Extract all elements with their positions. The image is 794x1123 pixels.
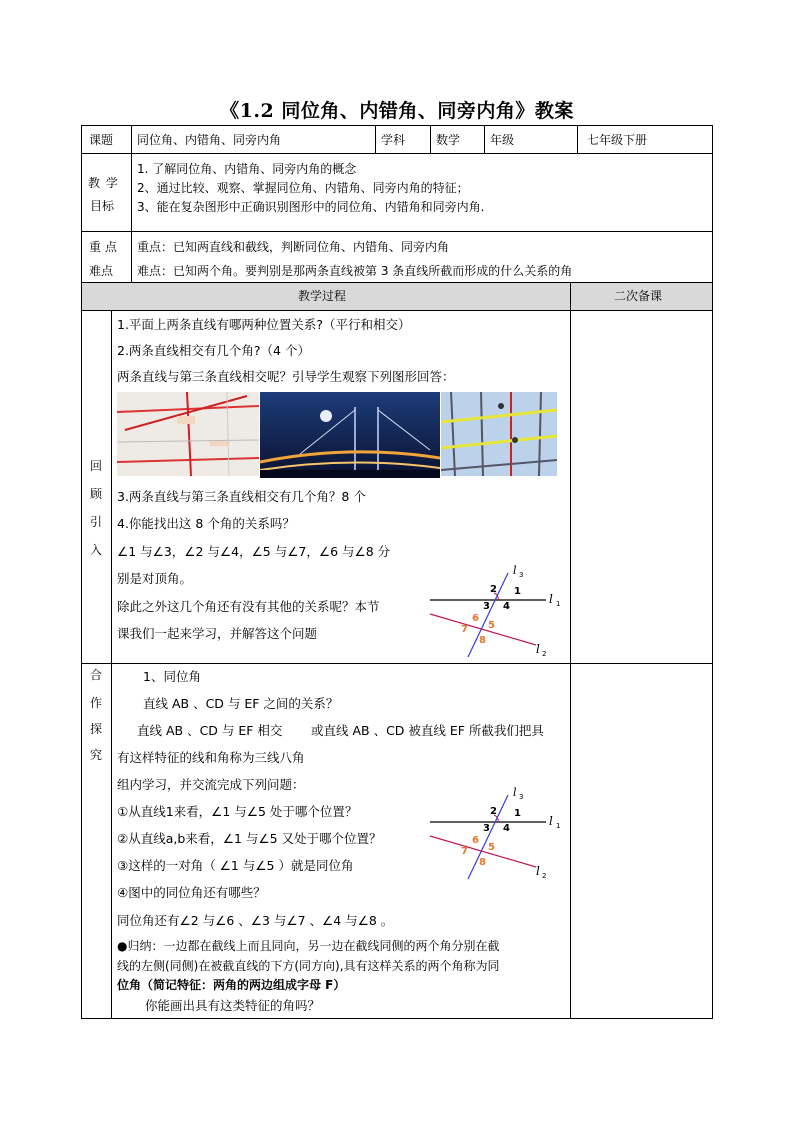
subject-value: 数学 — [436, 133, 461, 147]
explore-h1: 1、同位角 — [143, 669, 201, 684]
review-q2: 2.两条直线相交有几个角?（4 个） — [117, 343, 310, 358]
angle-label: 3 — [483, 823, 490, 834]
scaffold-photo — [441, 392, 557, 476]
review-q4: 4.你能找出这 8 个角的关系吗？ — [117, 516, 295, 531]
angle-label: 2 — [490, 584, 497, 595]
l2-label: l — [536, 642, 540, 656]
explore-label: 合 — [90, 668, 103, 682]
keypoints-label-2: 难点 — [89, 264, 114, 278]
goal-item: 1. 了解同位角、内错角、同旁内角的概念 — [137, 162, 357, 176]
l3-sub: 3 — [519, 793, 524, 801]
angle-label: 1 — [514, 586, 521, 597]
angle-label: 4 — [503, 823, 510, 834]
explore-p11: 你能画出具有这类特征的角吗？ — [145, 998, 321, 1013]
bridge-night-photo — [260, 392, 440, 478]
key-point: 重点：已知两直线和截线，判断同位角、内错角、同旁内角 — [137, 240, 450, 254]
angle-label: 7 — [461, 624, 468, 635]
l3-label: l — [513, 786, 517, 799]
l3-sub: 3 — [519, 571, 524, 579]
l2-sub: 2 — [542, 650, 547, 658]
explore-p1: 直线 AB 、CD 与 EF 之间的关系？ — [143, 696, 339, 711]
angle-label: 6 — [472, 613, 479, 624]
angle-label: 8 — [479, 635, 486, 646]
grade-label: 年级 — [490, 133, 515, 147]
explore-p9: 同位角还有∠2 与∠6 、∠3 与∠7 、∠4 与∠8 。 — [117, 913, 394, 928]
l2-sub: 2 — [542, 872, 547, 880]
keypoints-label: 重 点 — [89, 240, 117, 254]
explore-label: 探 — [90, 722, 103, 736]
review-q4c: 除此之外这几个角还有没有其他的关系呢？本节 — [117, 599, 380, 614]
angle-label: 8 — [479, 857, 486, 868]
angle-label: 5 — [488, 842, 495, 853]
l1-sub: 1 — [556, 600, 561, 608]
angle-label: 2 — [490, 806, 497, 817]
explore-label: 究 — [90, 748, 103, 762]
goals-label-2: 目标 — [90, 199, 115, 213]
review-label: 入 — [90, 543, 103, 557]
explore-p4: 组内学习，并交流完成下列问题： — [117, 777, 305, 792]
l3-label: l — [513, 564, 517, 577]
three-lines-diagram-2 — [428, 785, 568, 881]
three-lines-diagram — [428, 563, 568, 659]
l1-sub: 1 — [556, 822, 561, 830]
goals-label: 教 学 — [88, 176, 119, 190]
explore-p8: ④图中的同位角还有哪些？ — [117, 885, 266, 900]
grade-value: 七年级下册 — [587, 133, 648, 147]
difficult-point: 难点：已知两个角。要判别是那两条直线被第 3 条直线所截而形成的什么关系的角 — [137, 264, 573, 278]
goal-item: 3、能在复杂图形中正确识别图形中的同位角、内错角和同旁内角. — [137, 200, 485, 214]
topic-value: 同位角、内错角、同旁内角 — [137, 133, 282, 147]
explore-summary: ●归纳：一边都在截线上而且同向，另一边在截线同侧的两个角分别在截 — [117, 939, 500, 953]
review-q1: 1.平面上两条直线有哪两种位置关系?（平行和相交） — [117, 317, 411, 332]
review-q4b: 别是对顶角。 — [117, 571, 193, 586]
review-label: 顾 — [90, 487, 103, 501]
explore-p2a: 直线 AB 、CD 与 EF 相交 — [137, 723, 283, 738]
explore-summary: 位角（简记特征：两角的两边组成字母 F） — [117, 978, 346, 992]
page-title: 《1.2 同位角、内错角、同旁内角》教案 — [220, 100, 574, 122]
explore-p5: ①从直线1来看，∠1 与∠5 处于哪个位置？ — [117, 804, 358, 819]
review-label: 回 — [90, 459, 103, 473]
l1-label: l — [549, 814, 553, 828]
explore-p7: ③这样的一对角（ ∠1 与∠5 ）就是同位角 — [117, 858, 354, 873]
review-q3: 3.两条直线与第三条直线相交有几个角？8 个 — [117, 489, 366, 504]
review-q2b: 两条直线与第三条直线相交呢？引导学生观察下列图形回答： — [117, 369, 455, 384]
angle-label: 6 — [472, 835, 479, 846]
topic-label: 课题 — [89, 133, 114, 147]
goal-item: 2、通过比较、观察、掌握同位角、内错角、同旁内角的特征； — [137, 181, 469, 195]
explore-summary: 线的左侧(同侧)在被截直线的下方(同方向),具有这样关系的两个角称为同 — [117, 959, 500, 973]
review-label: 引 — [90, 515, 103, 529]
angle-label: 4 — [503, 601, 510, 612]
angle-label: 1 — [514, 808, 521, 819]
review-q4a: ∠1 与∠3，∠2 与∠4，∠5 与∠7，∠6 与∠8 分 — [117, 544, 391, 559]
explore-p2b: 或直线 AB 、CD 被直线 EF 所截我们把具 — [311, 723, 544, 738]
explore-p3: 有这样特征的线和角称为三线八角 — [117, 750, 305, 765]
angle-label: 5 — [488, 620, 495, 631]
l1-label: l — [549, 592, 553, 606]
l2-label: l — [536, 864, 540, 878]
second-prep-header: 二次备课 — [614, 289, 663, 303]
review-q4d: 课我们一起来学习，并解答这个问题 — [117, 626, 318, 641]
road-map-photo — [117, 392, 259, 476]
angle-label: 3 — [483, 601, 490, 612]
explore-label: 作 — [90, 696, 103, 710]
process-header: 教学过程 — [298, 289, 347, 303]
subject-label: 学科 — [381, 133, 406, 147]
explore-p6: ②从直线a,b来看，∠1 与∠5 又处于哪个位置？ — [117, 831, 382, 846]
angle-label: 7 — [461, 846, 468, 857]
